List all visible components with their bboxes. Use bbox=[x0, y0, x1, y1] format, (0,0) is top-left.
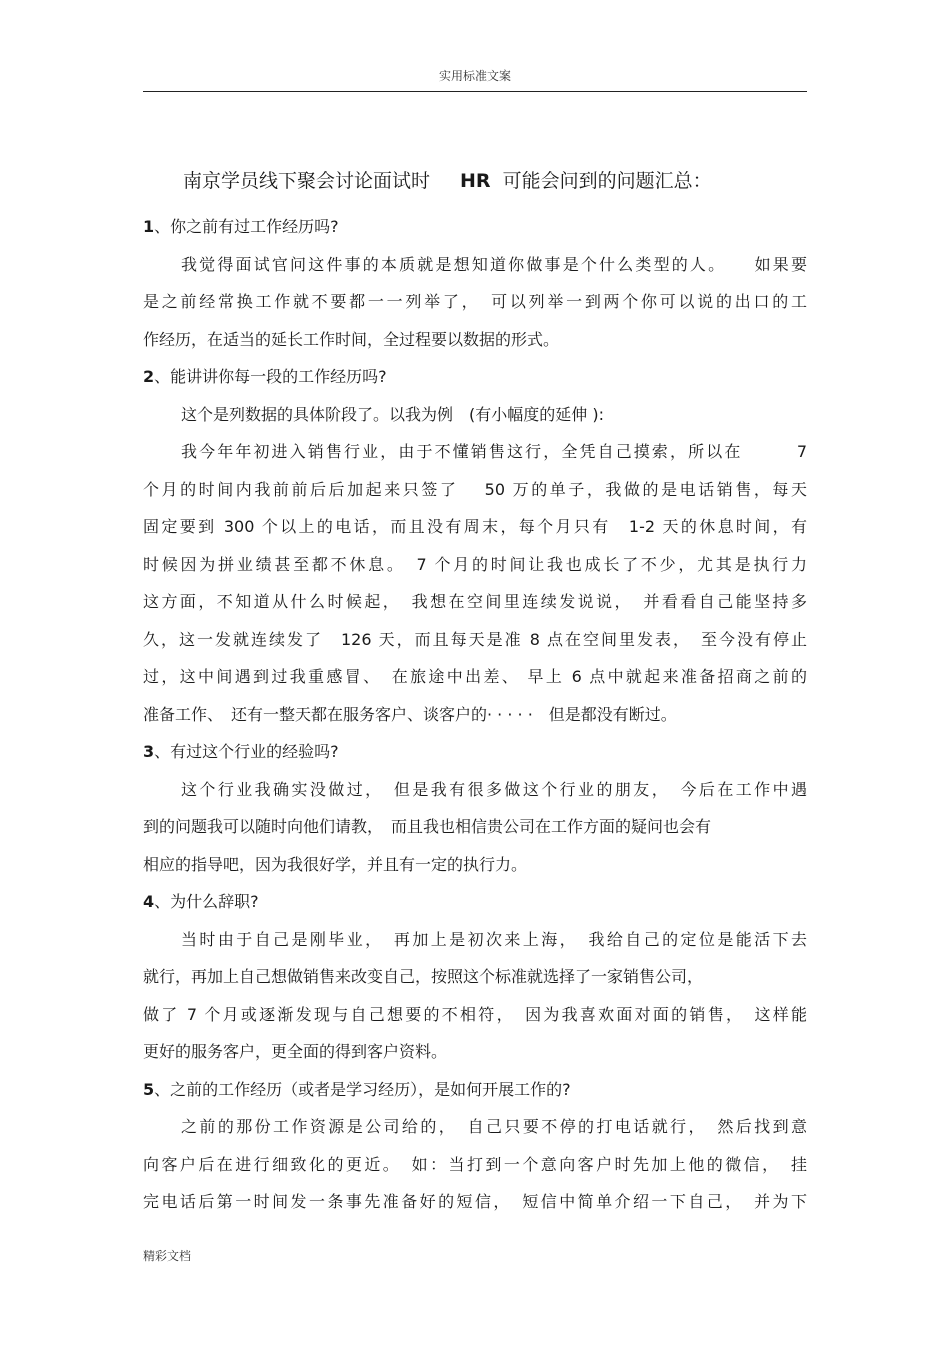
answer-line: 这个行业我确实没做过， 但是我有很多做这个行业的朋友， 今后在工作中遇 bbox=[181, 779, 807, 799]
answer-line: 久，这一发就连续发了 126 天，而且每天是准 8 点在空间里发表， 至今没有停止 bbox=[143, 629, 807, 649]
question-2 bbox=[143, 358, 807, 396]
answer-2 bbox=[143, 396, 807, 734]
document-body bbox=[143, 208, 807, 1221]
answer-line: 个月的时间内我前前后后加起来只签了 50 万的单子，我做的是电话销售，每天 bbox=[143, 479, 807, 499]
answer-line: 这方面，不知道从什么时候起， 我想在空间里连续发说说， 并看看自己能坚持多 bbox=[143, 592, 807, 611]
title-prefix: 南京学员线下聚会讨论面试时 bbox=[183, 170, 431, 192]
answer-1 bbox=[143, 246, 807, 359]
answer-line: 准备工作、 还有一整天都在服务客户、谈客户的· · · · · 但是都没有断过。 bbox=[143, 704, 677, 724]
title-hr: HR bbox=[460, 170, 491, 192]
answer-line: 更好的服务客户，更全面的得到客户资料。 bbox=[143, 1042, 448, 1061]
answer-line: 我今年年初进入销售行业，由于不懂销售这行，全凭自己摸索，所以在 7 bbox=[181, 442, 807, 461]
page-footer: 精彩文档 bbox=[143, 1249, 192, 1263]
question-number: 1 bbox=[143, 217, 155, 236]
question-3 bbox=[143, 733, 807, 771]
page-header: 实用标准文案 bbox=[438, 69, 511, 83]
answer-line: 向客户后在进行细致化的更近。 如：当打到一个意向客户时先加上他的微信， 挂 bbox=[143, 1154, 807, 1174]
answer-line: 相应的指导吧，因为我很好学，并且有一定的执行力。 bbox=[143, 854, 528, 874]
question-text: 、为什么辞职? bbox=[154, 892, 259, 911]
header-divider bbox=[143, 91, 807, 92]
answer-line: 就行，再加上自己想做销售来改变自己，按照这个标准就选择了一家销售公司， bbox=[143, 967, 704, 986]
answer-line: 过，这中间遇到过我重感冒、 在旅途中出差、 早上 6 点中就起来准备招商之前的 bbox=[143, 667, 807, 686]
answer-line: 我觉得面试官问这件事的本质就是想知道你做事是个什么类型的人。 如果要 bbox=[181, 254, 807, 274]
answer-line: 做了 7 个月或逐渐发现与自己想要的不相符， 因为我喜欢面对面的销售， 这样能 bbox=[143, 1004, 807, 1024]
question-5 bbox=[143, 1071, 807, 1109]
answer-line: 固定要到 300 个以上的电话，而且没有周末，每个月只有 1-2 天的休息时间，有 bbox=[143, 517, 807, 536]
answer-line: 完电话后第一时间发一条事先准备好的短信， 短信中简单介绍一下自己， 并为下 bbox=[143, 1192, 807, 1211]
document-title bbox=[183, 166, 712, 193]
question-number: 5 bbox=[143, 1079, 155, 1099]
question-1 bbox=[143, 208, 807, 246]
question-text: 、你之前有过工作经历吗? bbox=[154, 217, 339, 236]
question-number: 4 bbox=[143, 892, 155, 911]
question-number: 3 bbox=[143, 742, 155, 761]
answer-line: 作经历，在适当的延长工作时间，全过程要以数据的形式。 bbox=[143, 329, 560, 349]
answer-5 bbox=[143, 1108, 807, 1221]
answer-line: 当时由于自己是刚毕业， 再加上是初次来上海， 我给自己的定位是能活下去 bbox=[181, 929, 807, 949]
answer-line: 这个是列数据的具体阶段了。以我为例 (有小幅度的延伸 ): bbox=[181, 404, 604, 424]
question-number: 2 bbox=[143, 367, 155, 386]
answer-3 bbox=[143, 771, 807, 884]
answer-line: 到的问题我可以随时向他们请教， 而且我也相信贵公司在工作方面的疑问也会有 bbox=[143, 817, 712, 836]
answer-line: 之前的那份工作资源是公司给的， 自己只要不停的打电话就行， 然后找到意 bbox=[181, 1117, 807, 1136]
answer-line: 是之前经常换工作就不要都一一列举了， 可以列举一到两个你可以说的出口的工 bbox=[143, 292, 807, 311]
question-4 bbox=[143, 883, 807, 921]
question-text: 、之前的工作经历（或者是学习经历），是如何开展工作的? bbox=[154, 1079, 571, 1099]
answer-line: 时候因为拼业绩甚至都不休息。 7 个月的时间让我也成长了不少，尤其是执行力 bbox=[143, 554, 807, 574]
answer-4 bbox=[143, 921, 807, 1071]
question-text: 、有过这个行业的经验吗? bbox=[154, 742, 339, 761]
question-text: 、能讲讲你每一段的工作经历吗? bbox=[154, 367, 387, 386]
title-suffix: 可能会问到的问题汇总： bbox=[502, 170, 712, 192]
